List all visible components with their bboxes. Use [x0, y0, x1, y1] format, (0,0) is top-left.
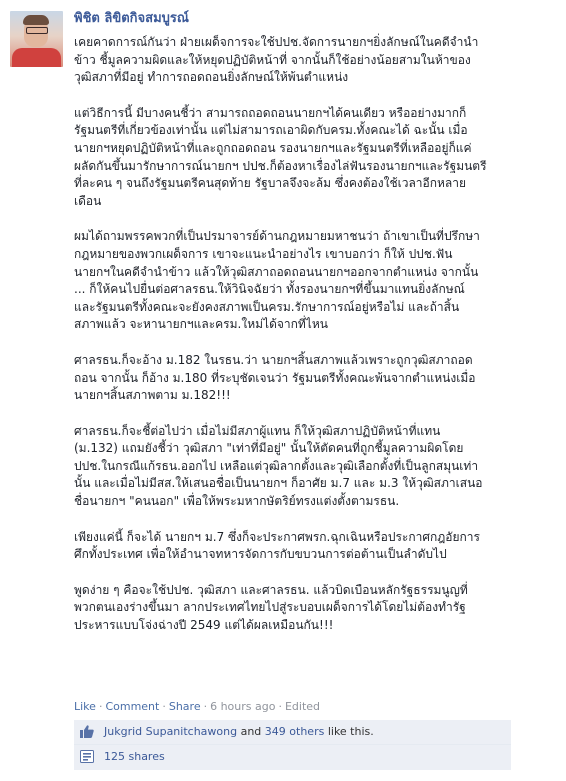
avatar-hair [23, 15, 49, 25]
post-paragraph: ผมได้ถามพรรคพวกที่เป็นปรมาจารย์ด้านกฎหมายมหาชนว่า ถ้าเขาเป็นที่ปรึกษา กฎหมายของพวกเผด็จการ เขาจะแนะนำอย่างไร เขาบอกว่า ก็ให้ ปปช.ฟัน นายกฯในคดีจำนำข้าว แล้วให้วุฒิสภาถอดถอนนายกฯออกจากตำแหน่ง จากนั้น ... ก็ให้คนไปยื่นต่อศาลรธน.ให้วินิจฉัยว่า ทั้งรองนายกฯที่ขึ้นมาแทนยิ่งลักษณ์ และรัฐมนตรีทั้งคณะจะยังคงสภาพเป็นครม.รักษาการณ์อยู่หรือไม่ และถ้าสิ้น สภาพแล้ว จะหานายกฯและครม.ใหม่ได้จากที่ไหน [74, 229, 480, 332]
avatar-glasses [26, 27, 48, 34]
shares-link[interactable]: 125 shares [104, 750, 165, 763]
comment-link[interactable]: Comment [105, 700, 160, 713]
liker-name-link[interactable]: Jukgrid Supanitchawong [104, 725, 238, 738]
likes-bar [74, 720, 511, 745]
separator: · [203, 700, 208, 713]
shares-text [104, 750, 165, 764]
post-actions [74, 699, 320, 715]
likes-suffix: like this. [327, 725, 374, 738]
edited-link[interactable]: Edited [284, 700, 321, 713]
other-likers-link[interactable]: 349 others [264, 725, 325, 738]
share-icon [80, 750, 94, 763]
post-paragraph: เพียงแค่นี้ ก็จะได้ นายกฯ ม.7 ซึ่งก็จะประกาศพรก.ฉุกเฉินหรือประกาศกฎอัยการ ศึกทั้งประเทศ เพื่อให้อำนาจทหารจัดการกับขบวนการต่อต้านเป็นลำดับไป [74, 529, 480, 562]
post-paragraph: ศาลรธน.ก็จะอ้าง ม.182 ในรธน.ว่า นายกฯสิ้นสภาพแล้วเพราะถูกวุฒิสภาถอด ถอน จากนั้น ก็อ้าง ม.180 ที่ระบุชัดเจนว่า รัฐมนตรีทั้งคณะพ้นจากตำแหน่งเมื่อ นายกฯสิ้นสภาพตาม ม.182!!! [74, 352, 476, 403]
share-link[interactable]: Share [168, 700, 201, 713]
post-paragraph: แต่วิธีการนี้ มีบางคนชี้ว่า สามารถถอดถอนนายกฯได้คนเดียว หรืออย่างมากก็ รัฐมนตรีที่เกี่ยวข้องเท่านั้น แต่ไม่สามารถเอาผิดกับครม.ทั้งคณะได้ ฉะนั้น เมื่อ นายกฯหยุดปฏิบัติหน้าที่และถูกถอดถอน รองนายกฯและรัฐมนตรีที่เหลืออยู่ก็แค่ ผลัดกันขึ้นมารักษาการณ์นายกฯ ปปช.ก็ต้องหาเรื่องไล่ฟันรองนายกฯและรัฐมนตรี ที่ละคน ๆ จนถึงรัฐมนตรีคนสุดท้าย รัฐบาลจึงจะล้ม ซึ่งคงต้องใช้เวลาอีกหลาย เดือน [74, 105, 487, 208]
post-timestamp[interactable]: 6 hours ago [210, 700, 276, 713]
shares-bar [74, 745, 511, 770]
post-paragraph: เคยคาดการณ์กันว่า ฝ่ายเผด็จการจะใช้ปปช.จัดการนายกฯยิ่งลักษณ์ในคดีจำนำ ข้าว ชี้มูลความผิดและให้หยุดปฏิบัติหน้าที่ จากนั้นก็ใช้อย่างน้อยสามในห้าของ วุฒิสภาที่มีอยู่ ทำการถอดถอนยิ่งลักษณ์ให้พ้นตำแหน่ง [74, 35, 479, 85]
author-name[interactable]: พิชิต ลิขิตกิจสมบูรณ์ [74, 11, 189, 26]
thumbs-up-icon [80, 725, 94, 738]
post-paragraph: ศาลรธน.ก็จะชี้ต่อไปว่า เมื่อไม่มีสภาผู้แทน ก็ให้วุฒิสภาปฏิบัติหน้าที่แทน (ม.132) แถมยังชี้ว่า วุฒิสภา "เท่าที่มีอยู่" นั้นให้ตัดคนที่ถูกชี้มูลความผิดโดย ปปช.ในกรณีแก้รธน.ออกไป เหลือแต่วุฒิลากตั้งและวุฒิเลือกตั้งที่เป็นลูกสมุนเท่า นั้น และเมื่อไม่มีสส.ให้เสนอชื่อเป็นนายกฯ ก็อาศัย ม.7 และ ม.3 ให้วุฒิสภาเสนอ ชื่อนายกฯ "คนนอก" เพื่อให้พระมหากษัตริย์ทรงแต่งตั้งตามรธน. [74, 423, 483, 509]
avatar-shirt [12, 48, 61, 67]
author-avatar[interactable] [10, 11, 63, 67]
separator: · [278, 700, 282, 713]
post-paragraph: พูดง่าย ๆ คือจะใช้ปปช. วุฒิสภา และศาลรธน. แล้วบิดเบือนหลักรัฐธรรมนูญที่ พวกตนเองร่างขึ้นมา ลากประเทศไทยไปสู่ระบอบเผด็จการได้โดยไม่ต้องทำรัฐ ประหารแบบโจ่งฉ่างปี 2549 แต่ได้ผลเหมือนกัน!!! [74, 582, 468, 633]
likes-text [104, 725, 374, 739]
separator: · [98, 700, 103, 713]
separator: · [162, 700, 166, 713]
likes-and: and [240, 725, 262, 738]
like-link[interactable]: Like [74, 700, 96, 713]
post-body [74, 34, 558, 653]
